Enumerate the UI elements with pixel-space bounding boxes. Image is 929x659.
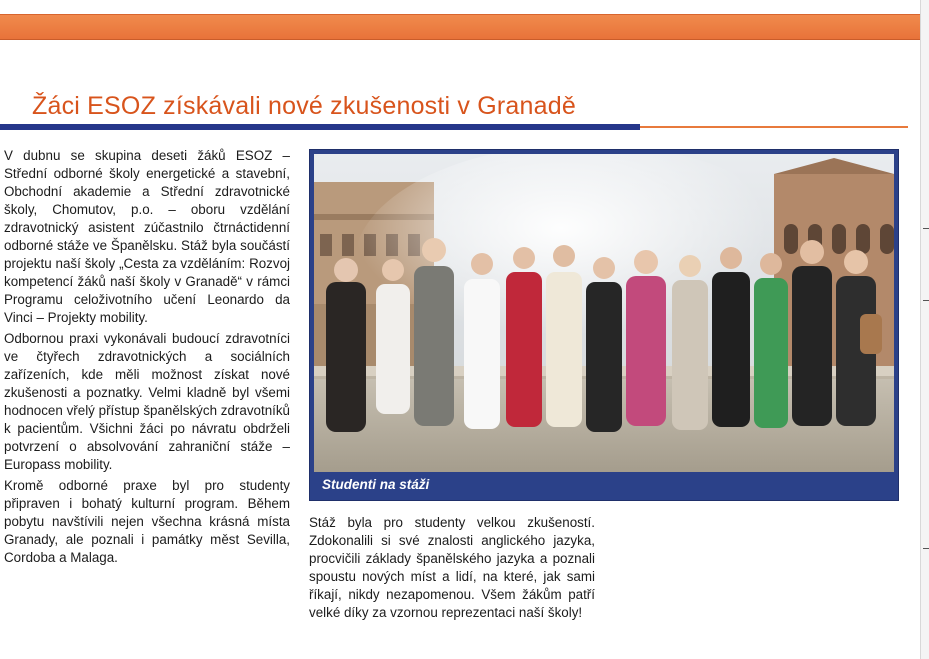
article-paragraph: V dubnu se skupina deseti žáků ESOZ – Střední odborné školy energetické a stavební, Obchodní akademie a Střední zdravotnické školy, Chomutov, p.o. – oboru vzdělání zdravotnický asistent zúčastnilo čtrnáctidenní odborné stáže ve Španělsku. Stáž byla součástí projektu naší školy „Cesta za vzděláním: Rozvoj kompetencí žáků naší školy v Granadě“ v rámci Programu celoživotního učení Leonardo da Vinci – Projekty mobility. [4,148,290,325]
article-paragraph: Odbornou praxi vykonávali budoucí zdravotníci ve čtyřech zdravotnických a sociálních zařízeních, kde měli možnost získat nové zkušenosti a poznatky. Velmi kladně byl všemi hodnocen vřelý přístup španělských zdravotníků k pacientům. Všichni žáci po návratu obdrželi potvrzení o absolvování zahraniční stáže – Europass mobility. [4,331,290,472]
article-paragraph: Kromě odborné praxe byl pro studenty připraven i bohatý kulturní program. Během pobytu navštívili nejen všechna krásná místa Granady, ale poznali i památky měst Sevilla, Cordoba a Malaga. [4,478,290,565]
article-headline: Žáci ESOZ získávali nové zkušenosti v Granadě [32,92,576,120]
page-edge [920,0,929,659]
photo-caption: Studenti na stáži [322,477,430,492]
header-orange-bar [0,14,922,40]
headline-rule-blue [0,124,640,130]
group-photo [314,154,894,472]
article-right-column [309,514,595,622]
photo-box [309,149,899,501]
article-paragraph: Stáž byla pro studenty velkou zkušeností. Zdokonalili si své znalosti anglického jazyka, procvičili základy španělského jazyka a poznali spoustu nových míst a lidí, na které, jak sami říkají, nikdy nezapomenou. Všem žákům patří velké díky za vzornou reprezentaci naší školy! [309,515,595,620]
article-left-column [4,147,290,570]
